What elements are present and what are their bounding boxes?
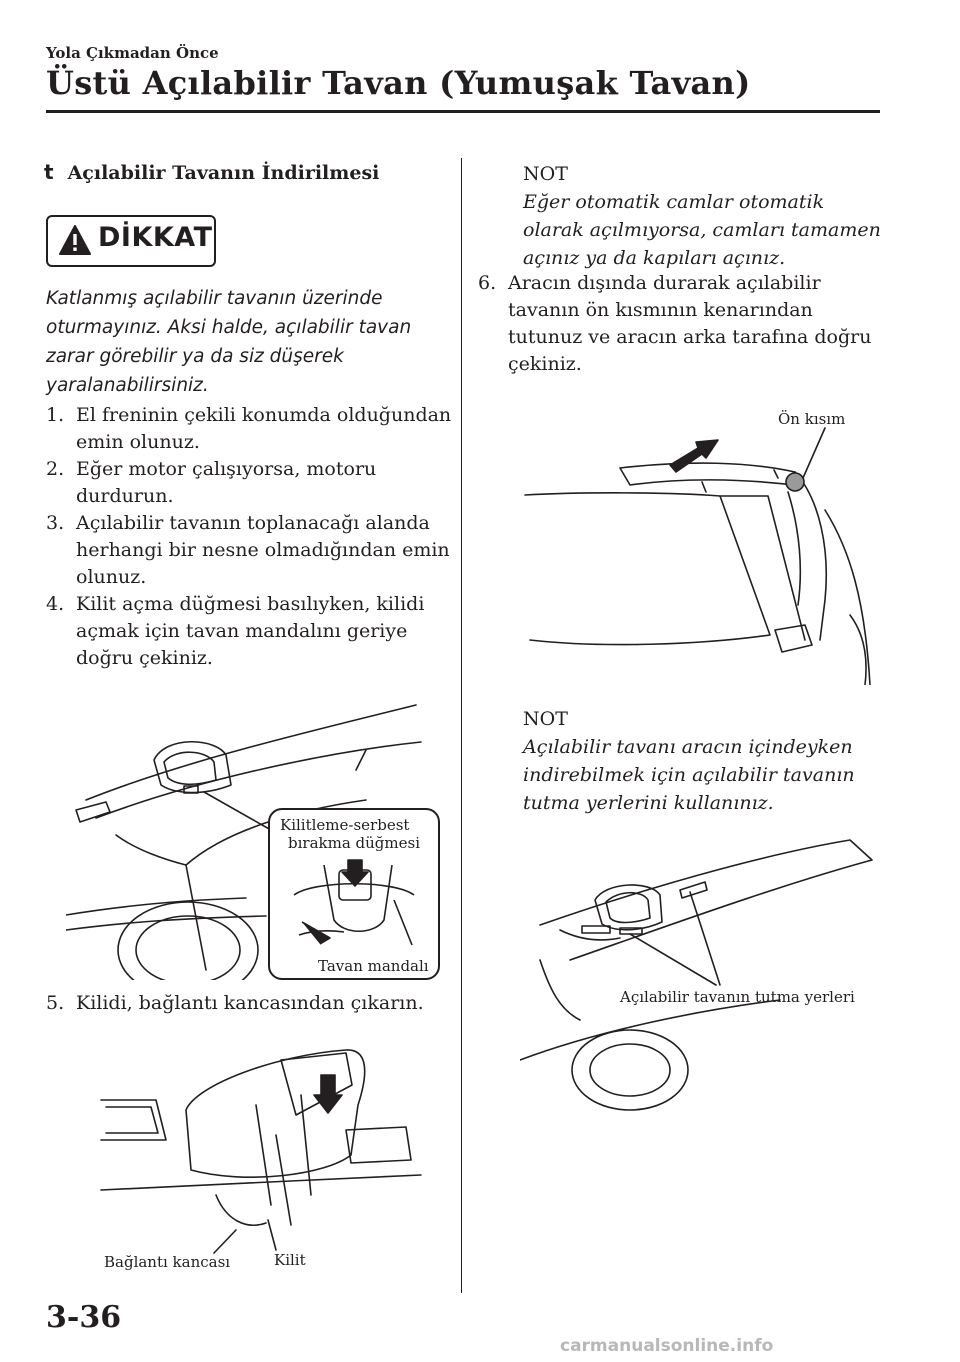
step-number: 5. xyxy=(46,992,65,1014)
step-item xyxy=(46,591,456,672)
note-box-1 xyxy=(523,160,883,272)
title-rule xyxy=(46,110,880,113)
note-heading: NOT xyxy=(523,163,568,185)
note-text: Açılabilir tavanı aracın içindeyken indirebilmek için açılabilir tavanın tutma yerlerini kullanınız. xyxy=(523,736,855,814)
warning-label: DİKKAT xyxy=(98,222,213,253)
roof-handles-illustration xyxy=(520,830,875,1115)
step-number: 2. xyxy=(46,458,65,480)
step-number: 1. xyxy=(46,404,65,426)
label-roof-handles: Açılabilir tavanın tutma yerleri xyxy=(620,988,855,1006)
step-item xyxy=(46,990,456,1017)
section-heading-text: Açılabilir Tavanın İndirilmesi xyxy=(67,162,380,184)
page-title: Üstü Açılabilir Tavan (Yumuşak Tavan) xyxy=(46,64,751,102)
step-text: El freninin çekili konumda olduğundan emin olunuz. xyxy=(76,404,452,453)
step-text: Kilidi, bağlantı kancasından çıkarın. xyxy=(76,992,424,1014)
label-lock-release-button-line1: Kilitleme-serbest xyxy=(280,816,410,834)
step-text: Eğer motor çalışıyorsa, motoru durdurun. xyxy=(76,458,377,507)
latch-closeup-illustration xyxy=(274,840,434,960)
figure-roof-handles xyxy=(520,830,875,1115)
note-text: Eğer otomatik camlar otomatik olarak açılmıyorsa, camları tamamen açınız ya da kapıları açınız. xyxy=(523,191,881,269)
label-front-part: Ön kısım xyxy=(778,410,846,428)
hook-lock-illustration xyxy=(96,1045,426,1275)
step-item xyxy=(46,402,456,456)
step-item xyxy=(46,456,456,510)
warning-text: Katlanmış açılabilir tavanın üzerinde oturmayınız. Aksi halde, açılabilir tavan zarar görebilir ya da siz düşerek yaralanabilirsiniz. xyxy=(46,288,412,396)
step-item xyxy=(478,270,878,378)
label-connection-hook: Bağlantı kancası xyxy=(104,1253,231,1271)
step-number: 3. xyxy=(46,512,65,534)
figure-hook-lock xyxy=(96,1045,426,1275)
step-text: Kilit açma düğmesi basılıyken, kilidi açmak için tavan mandalını geriye doğru çekiniz. xyxy=(76,593,425,669)
step-text: Açılabilir tavanın toplanacağı alanda herhangi bir nesne olmadığından emin olunuz. xyxy=(76,512,450,588)
chapter-title: Yola Çıkmadan Önce xyxy=(46,44,219,62)
step-number: 6. xyxy=(478,272,497,294)
watermark: carmanualsonline.info xyxy=(560,1336,774,1356)
figure-roof-latch xyxy=(66,700,446,980)
step-item xyxy=(46,510,456,591)
steps-list xyxy=(46,402,456,672)
section-heading xyxy=(44,160,379,184)
page-number: 3-36 xyxy=(46,1300,122,1335)
step-text: Aracın dışında durarak açılabilir tavanın ön kısmının kenarından tutunuz ve aracın arka tarafına doğru çekiniz. xyxy=(508,272,872,375)
note-box-2 xyxy=(523,705,883,817)
section-bullet-icon: t xyxy=(44,160,54,184)
label-roof-latch: Tavan mandalı xyxy=(318,957,429,975)
step-5 xyxy=(46,990,456,1017)
figure-front-part xyxy=(520,400,875,685)
column-divider xyxy=(461,158,462,1293)
warning-triangle-icon xyxy=(58,224,92,256)
front-part-illustration xyxy=(520,400,875,685)
step-number: 4. xyxy=(46,593,65,615)
note-heading: NOT xyxy=(523,708,568,730)
step-6 xyxy=(478,270,878,378)
label-lock: Kilit xyxy=(274,1251,306,1269)
label-lock-release-button-line2: bırakma düğmesi xyxy=(288,834,420,852)
